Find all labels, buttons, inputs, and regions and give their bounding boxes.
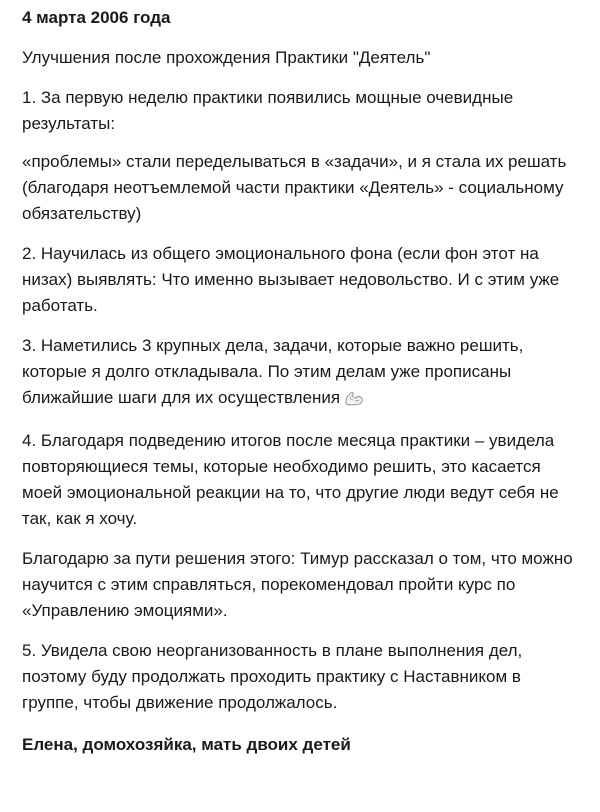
paragraph-4-text: 3. Наметились 3 крупных дела, задачи, которые важно решить, которые я долго откладывала. По этим делам уже прописаны ближайшие шаги для их осуществления	[22, 336, 524, 407]
paragraph-3: 2. Научилась из общего эмоционального фона (если фон этот на низах) выявлять: Что именно вызывает недовольство. И с этим уже работать.	[22, 244, 560, 315]
paragraph-4	[22, 333, 580, 414]
document-title: Улучшения после прохождения Практики "Деятель"	[22, 48, 431, 67]
document-date: 4 марта 2006 года	[22, 8, 171, 27]
author-signature: Елена, домохозяйка, мать двоих детей	[22, 735, 351, 754]
paragraph-1: 1. За первую неделю практики появились мощные очевидные результаты:	[22, 88, 514, 133]
paragraph-2: «проблемы» стали переделываться в «задачи», и я стала их решать (благодаря неотъемлемой части практики «Деятель» - социальному обязательству)	[22, 152, 567, 223]
flexed-biceps-icon	[344, 388, 364, 414]
paragraph-6: Благодарю за пути решения этого: Тимур рассказал о том, что можно научится с этим справляться, порекомендовал пройти курс по «Управлению эмоциями».	[22, 549, 573, 620]
paragraph-7: 5. Увидела свою неорганизованность в плане выполнения дел, поэтому буду продолжать проходить практику с Наставником в группе, чтобы движение продолжалось.	[22, 641, 523, 712]
paragraph-5: 4. Благодаря подведению итогов после месяца практики – увидела повторяющиеся темы, которые необходимо решить, это касается моей эмоциональной реакции на то, что другие люди ведут себя не так, как я хочу.	[22, 431, 559, 528]
